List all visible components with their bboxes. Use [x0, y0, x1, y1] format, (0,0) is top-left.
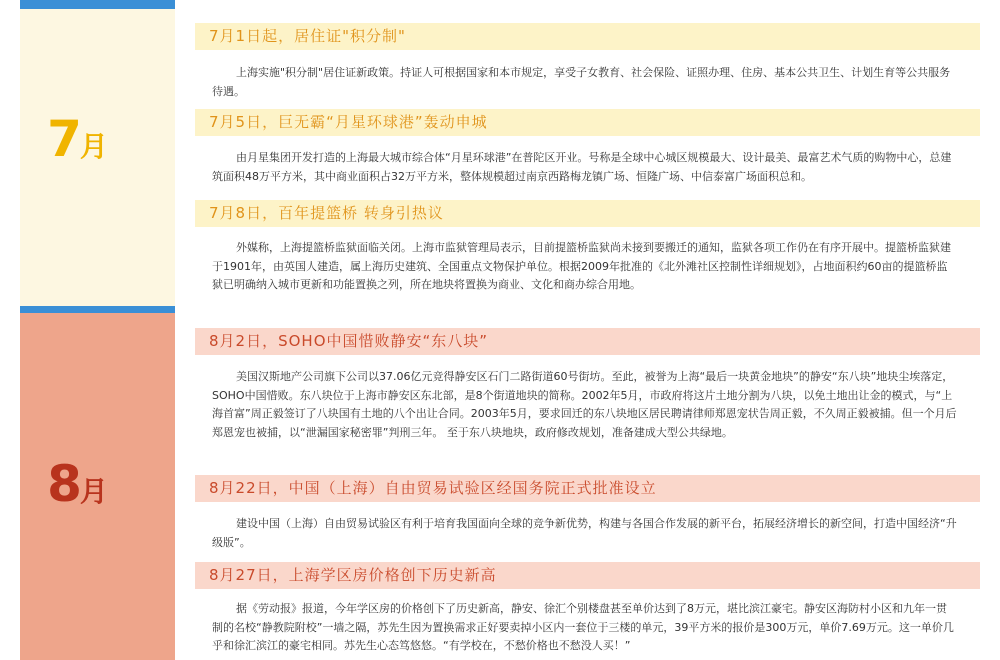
month-unit: 月 — [79, 475, 108, 508]
article-body — [212, 239, 957, 295]
article-headline: 8月2日，SOHO中国惜败静安“东八块” — [195, 328, 980, 355]
article-text: 据《劳动报》报道，今年学区房的价格创下了历史新高，静安、徐汇个别楼盘甚至单价达到了8万元，堪比滨江豪宅。静安区海防村小区和九年一贯制的名校“静教院附校”一墙之隔，苏先生因为置换需求正好要卖掉小区内一套位于三楼的单元，39平方米的报价是300万元，单价7.69万元。这一单价几乎和徐汇滨江的豪宅相同。苏先生心态笃悠悠。“有学校在，不愁价格也不愁没人买！” — [212, 602, 954, 652]
article-text: 上海实施"积分制"居住证新政策。持证人可根据国家和本市规定，享受子女教育、社会保险、证照办理、住房、基本公共卫生、计划生育等公共服务待遇。 — [212, 66, 951, 98]
month-label-july — [0, 110, 155, 168]
article-body — [212, 600, 957, 656]
article-headline: 7月5日，巨无霸“月星环球港”轰动申城 — [195, 109, 980, 136]
article-text: 由月星集团开发打造的上海最大城市综合体“月星环球港”在普陀区开业。号称是全球中心城区规模最大、设计最美、最富艺术气质的购物中心，总建筑面积48万平方米，其中商业面积占32万平方米，整体规模超过南京西路梅龙镇广场、恒隆广场、中信泰富广场面积总和。 — [212, 151, 952, 183]
article-text: 美国汉斯地产公司旗下公司以37.06亿元竞得静安区石门二路街道60号街坊。至此，被誉为上海“最后一块黄金地块”的静安“东八块”地块尘埃落定，SOHO中国惜败。东八块位于上海市静安区东北部，是8个街道地块的简称。2002年5月，市政府将这片土地分割为八块，以免土地出让金的模式，与“上海首富”周正毅签订了八块国有土地的八个出让合同。2003年5月，要求回迁的东八块地区居民聘请律师郑恩宠状告周正毅，不久周正毅被捕。但一个月后郑恩宠也被捕，以“泄漏国家秘密罪”判刑三年。 至于东八块地块，政府修改规划，准备建成大型公共绿地。 — [212, 370, 957, 439]
month-unit: 月 — [79, 130, 108, 163]
article-headline: 7月8日，百年提篮桥 转身引热议 — [195, 200, 980, 227]
article-body — [212, 368, 957, 442]
article-headline: 7月1日起，居住证"积分制" — [195, 23, 980, 50]
article-headline: 8月27日，上海学区房价格创下历史新高 — [195, 562, 980, 589]
article-headline: 8月22日，中国（上海）自由贸易试验区经国务院正式批准设立 — [195, 475, 980, 502]
article-text: 建设中国（上海）自由贸易试验区有利于培育我国面向全球的竞争新优势，构建与各国合作发展的新平台，拓展经济增长的新空间，打造中国经济“升级版”。 — [212, 517, 957, 549]
article-body — [212, 64, 957, 101]
month-number: 8 — [47, 455, 80, 513]
article-text: 外媒称，上海提篮桥监狱面临关闭。上海市监狱管理局表示，目前提篮桥监狱尚未接到要搬迁的通知，监狱各项工作仍在有序开展中。提篮桥监狱建于1901年，由英国人建造，属上海历史建筑、全国重点文物保护单位。根据2009年批准的《北外滩社区控制性详细规划》，占地面积约60亩的提篮桥监狱已明确纳入城市更新和功能置换之列，所在地块将置换为商业、文化和商办综合用地。 — [212, 241, 951, 291]
month-top-bar — [20, 0, 175, 9]
article-body — [212, 515, 957, 552]
article-body — [212, 149, 957, 186]
month-number: 7 — [47, 110, 80, 168]
month-label-august — [0, 455, 155, 513]
